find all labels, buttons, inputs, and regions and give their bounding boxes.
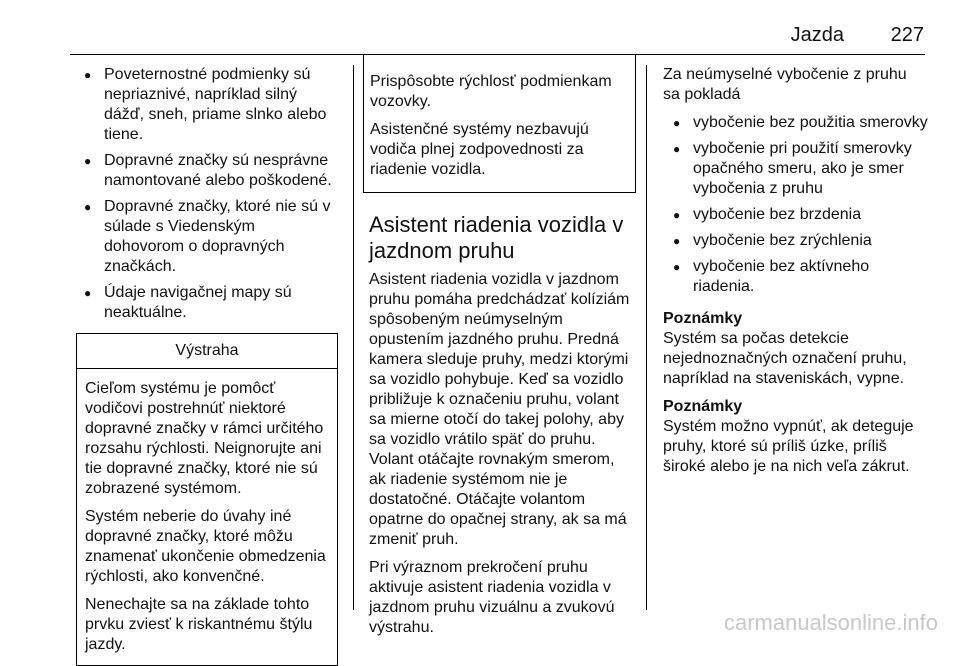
body-paragraph: Pri výraznom prekročení pruhu aktivuje asistent riadenia vozidla v jazdnom pruhu vizuálnu a zvukovú výstrahu. bbox=[369, 559, 615, 636]
note-title: Poznámky bbox=[663, 398, 743, 415]
body-paragraph: Asistent riadenia vozidla v jazdnom pruhu pomáha predchádzať kolíziám spôsobeným neúmyselným opustením jazdného pruhu. Predná kamera sleduje pruhy, medzi ktorými sa vozidlo pohybuje. Keď sa vozidlo približuje k označeniu pruhu, volant sa mierne otočí do takej polohy, aby sa vozidlo vrátilo späť do pruhu. Volant otáčajte rovnakým smerom, ak riadenie systémom nie je dostatočné. Otáčajte volantom opatrne do opačnej strany, ak sa má zmeniť pruh. bbox=[369, 271, 630, 548]
note-title: Poznámky bbox=[663, 310, 743, 327]
section-title: Jazda bbox=[790, 24, 844, 46]
list-item: ● vybočenie bez použitia smerovky bbox=[663, 113, 928, 133]
list-item: ● Dopravné značky, ktoré nie sú v súlade s Viedenským dohovorom o dopravných značkách. bbox=[76, 197, 338, 277]
warning-paragraph: Asistenčné systémy nezbavujú vodiča plnej zodpovednosti za riadenie vozidla. bbox=[370, 121, 589, 178]
page-number: 227 bbox=[890, 24, 924, 46]
list-item: ● Poveternostné podmienky sú nepriaznivé, napríklad silný dážď, sneh, priame slnko alebo tiene. bbox=[76, 65, 338, 145]
note-text: Systém sa počas detekcie nejednoznačných označení pruhu, napríklad na staveniskách, vypne. bbox=[663, 330, 907, 387]
warning-paragraph: Systém neberie do úvahy iné dopravné značky, ktoré môžu znamenať ukončenie obmedzenia rýchlosti, ako konvenčné. bbox=[85, 508, 326, 585]
note-block bbox=[663, 397, 928, 477]
warning-box bbox=[76, 333, 338, 666]
intro-paragraph: Za neúmyselné vybočenie z pruhu sa pokladá bbox=[663, 66, 907, 103]
section-heading: Asistent riadenia vozidla v jazdnom pruhu bbox=[369, 212, 624, 263]
warning-box-continued bbox=[363, 54, 636, 193]
list-item: ● vybočenie bez brzdenia bbox=[663, 205, 928, 225]
warning-body bbox=[77, 369, 337, 665]
column-divider-right bbox=[646, 65, 647, 610]
warning-paragraph: Cieľom systému je pomôcť vodičovi postrehnúť niektoré dopravné značky v rámci určitého rozsahu rýchlosti. Neignorujte ani tie dopravné značky, ktoré nie sú zobrazené systémom. bbox=[85, 380, 324, 497]
warning-paragraph: Prispôsobte rýchlosť podmienkam vozovky. bbox=[370, 73, 612, 110]
warning-title: Výstraha bbox=[77, 334, 337, 369]
list-item: ● vybočenie bez zrýchlenia bbox=[663, 231, 928, 251]
column-3 bbox=[663, 65, 928, 485]
list-item: ● vybočenie pri použití smerovky opačného smeru, ako je smer vybočenia z pruhu bbox=[663, 139, 928, 199]
conditions-list bbox=[76, 65, 338, 323]
column-2 bbox=[369, 65, 634, 646]
list-item: ● Údaje navigačnej mapy sú neaktuálne. bbox=[76, 283, 338, 323]
list-item: ● Dopravné značky sú nesprávne namontované alebo poškodené. bbox=[76, 151, 338, 191]
note-block bbox=[663, 309, 928, 389]
warning-paragraph: Nenechajte sa na základe tohto prvku zviesť k riskantnému štýlu jazdy. bbox=[85, 596, 313, 653]
column-divider-left bbox=[353, 65, 354, 610]
watermark: carmanualsonline.info bbox=[723, 610, 938, 635]
column-1 bbox=[76, 65, 338, 666]
list-item: ● vybočenie bez aktívneho riadenia. bbox=[663, 257, 928, 297]
note-text: Systém možno vypnúť, ak deteguje pruhy, ktoré sú príliš úzke, príliš široké alebo je na nich veľa zákrut. bbox=[663, 418, 914, 475]
deviation-list bbox=[663, 113, 928, 297]
